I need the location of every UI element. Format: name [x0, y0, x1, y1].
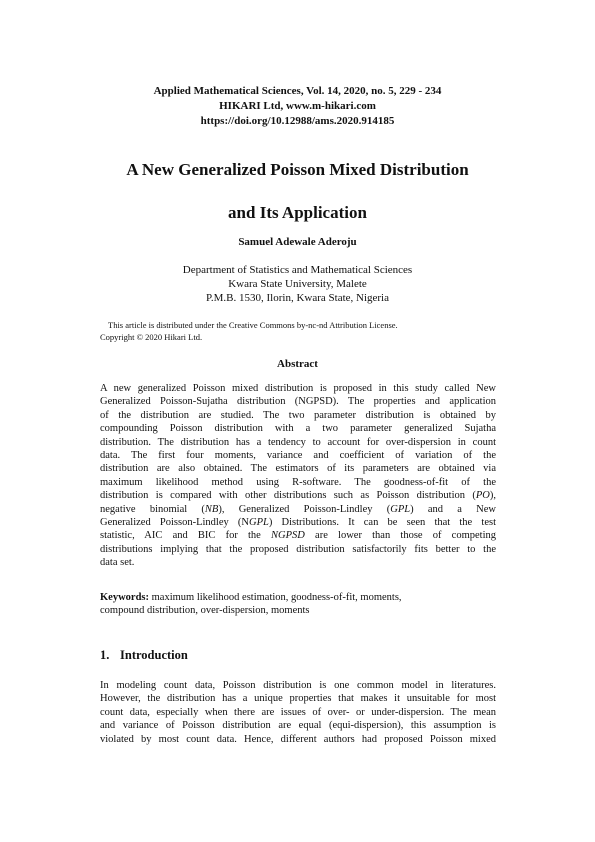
paper-title-line-2: and Its Application	[228, 203, 367, 222]
abbrev-po: PO	[475, 490, 490, 502]
abstract-line	[100, 529, 496, 542]
abstract-heading: Abstract	[277, 358, 318, 370]
abstract-line	[100, 503, 496, 516]
abbrev-ngpl: GPL	[249, 517, 269, 529]
abstract-line: distribution. The distribution has a tendency to account for over-dispersion in count	[100, 436, 496, 448]
abstract-text-run: ) and a New	[410, 503, 496, 515]
abbrev-nb: NB	[204, 503, 219, 515]
doi-link[interactable]: https://doi.org/10.12988/ams.2020.914185	[200, 115, 395, 127]
introduction-line: However, the distribution has a unique properties that makes it unsuitable for most	[100, 693, 496, 705]
abstract-line: distribution are also obtained. The estimators of its parameters are obtained via	[100, 463, 496, 475]
abstract-line: A new generalized Poisson mixed distribution is proposed in this study called New	[100, 383, 496, 394]
publisher-line: HIKARI Ltd, www.m-hikari.com	[219, 100, 376, 112]
abstract-text-run: ),	[489, 490, 496, 502]
introduction-line: and variance of Poisson distribution are equal (equi-dispersion), this assumption is	[100, 720, 496, 732]
abstract-text-run: Generalized Poisson-Lindley (N	[100, 517, 249, 529]
abstract-text-run: are lower than those of competing	[304, 530, 496, 542]
introduction-line: count data, especially when there are issues of over- or under-dispersion. The mean	[100, 706, 496, 718]
abstract-line: data. The first four moments, variance and coefficient of variation of the	[100, 450, 496, 462]
introduction-line: violated by most count data. Hence, different authors had proposed Poisson mixed	[100, 733, 496, 745]
abbrev-gpl: GPL	[390, 503, 411, 515]
abstract-line	[100, 516, 496, 529]
abstract-line: Generalized Poisson-Sujatha distribution (NGPSD). The properties and application	[100, 396, 496, 408]
abstract-line: distributions implying that the proposed distribution satisfactorily fits better to the	[100, 543, 496, 555]
affiliation-address: P.M.B. 1530, Ilorin, Kwara State, Nigeria	[206, 292, 389, 304]
abstract-line: maximum likelihood method using R-software. The goodness-of-fit of the	[100, 476, 496, 488]
abstract-line: of the distribution are studied. The two parameter distribution is obtained by	[100, 409, 496, 421]
affiliation-department: Department of Statistics and Mathematical Sciences	[182, 264, 413, 276]
abstract-line: data set.	[100, 557, 135, 569]
section-number: 1.	[100, 648, 110, 662]
keywords-line: compound distribution, over-dispersion, moments	[100, 605, 310, 617]
abstract-line: compounding Poisson distribution with a two parameter generalized Sujatha	[100, 423, 496, 435]
keywords-line	[100, 591, 496, 604]
affiliation-university: Kwara State University, Malete	[228, 278, 367, 290]
journal-header	[0, 84, 595, 129]
section-heading-introduction	[100, 647, 188, 663]
journal-citation: Applied Mathematical Sciences, Vol. 14, 2020, no. 5, 229 - 234	[153, 85, 442, 97]
introduction-line: In modeling count data, Poisson distribution is one common model in literatures.	[100, 680, 496, 691]
introduction-text	[100, 679, 496, 746]
license-statement: This article is distributed under the Creative Commons by-nc-nd Attribution License.	[108, 320, 398, 330]
abstract-text-run: ), Generalized Poisson-Lindley (	[218, 503, 391, 515]
abstract-text-run: negative binomial (	[100, 503, 205, 515]
keywords-list: maximum likelihood estimation, goodness-of-fit, moments,	[149, 592, 402, 603]
abbrev-ngpsd: NGPSD	[271, 530, 305, 542]
author-affiliation	[0, 263, 595, 305]
keywords	[100, 591, 496, 618]
keywords-label: Keywords:	[100, 592, 149, 603]
abstract-line	[100, 489, 496, 502]
section-title: Introduction	[120, 648, 188, 662]
author-name: Samuel Adewale Aderoju	[238, 236, 357, 248]
abstract-text-run: statistic, AIC and BIC for the	[100, 530, 272, 542]
abstract-text-run: distribution is compared with other distributions such as Poisson distribution (	[100, 490, 476, 502]
copyright-statement: Copyright © 2020 Hikari Ltd.	[100, 331, 203, 342]
license-notice	[100, 320, 520, 343]
abstract-text-run: ) Distributions. It can be seen that the test	[268, 517, 496, 529]
paper-title-line-1: A New Generalized Poisson Mixed Distribution	[126, 160, 469, 179]
abstract-text	[100, 382, 496, 570]
